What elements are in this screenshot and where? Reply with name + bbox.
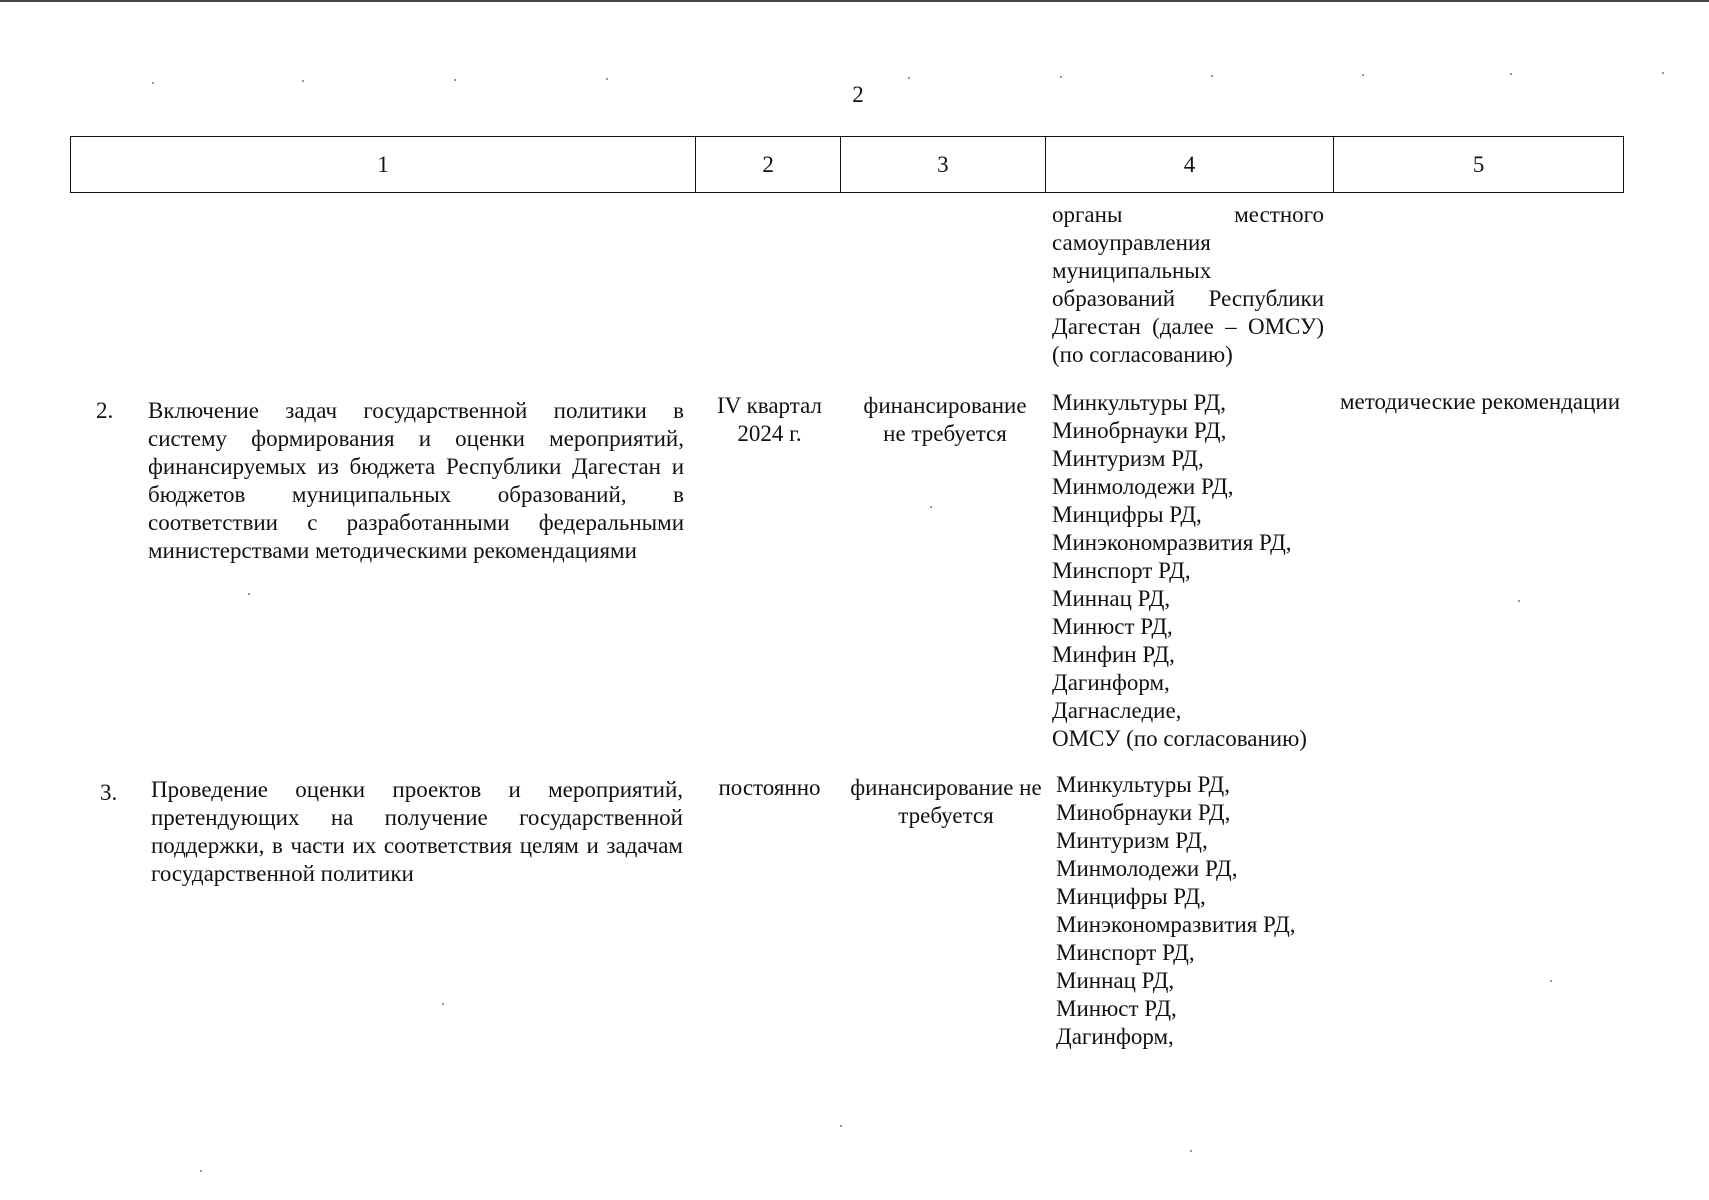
row-funding: финансирование не требуется [850,775,1042,828]
row-result: методические рекомендации [1340,389,1621,414]
header-col-2: 2 [696,137,841,192]
executor-item: Дагинформ, [1052,670,1170,695]
executor-item: Дагнаследие, [1052,698,1182,723]
row-executors-list [1052,389,1342,753]
executor-item: Минфин РД, [1052,642,1175,667]
header-col-3: 3 [841,137,1046,192]
row-executors-list [1056,771,1346,1051]
scan-speck [606,78,608,80]
executor-item: Минцифры РД, [1056,884,1206,909]
scan-speck [248,593,250,595]
row-task: Проведение оценки проектов и мероприятий, претендующих на получение государственной поддержки, в части их соответствия целям и задачам государственной политики [151,777,683,886]
table-header-row [70,136,1624,193]
executor-item: Миннац РД, [1056,968,1175,993]
executor-item: Минмолодежи РД, [1056,856,1238,881]
executor-item: Минэкономразвития РД, [1052,530,1292,555]
executor-item: Минэкономразвития РД, [1056,912,1296,937]
executor-item: Минтуризм РД, [1056,828,1208,853]
scan-speck [1211,75,1213,77]
continuation-executors: органы местного самоуправления муниципальных образований Республики Дагестан (далее – ОМСУ) (по согласованию) [1052,202,1324,367]
scan-speck [200,1170,202,1172]
scan-speck [1362,74,1364,76]
page-top-edge [0,0,1709,2]
header-col-5: 5 [1472,151,1485,177]
scan-speck [908,77,910,79]
header-col-1: 1 [71,137,696,192]
executor-item: Минспорт РД, [1056,940,1195,965]
executor-item: ОМСУ (по согласованию) [1052,726,1307,751]
row-term: постоянно [718,775,821,800]
scan-speck [930,506,932,508]
scan-speck [1518,600,1520,602]
executor-item: Минмолодежи РД, [1052,474,1234,499]
scan-speck [1662,72,1664,74]
executor-item: Минкультуры РД, [1052,390,1226,415]
row-term: IV квартал 2024 г. [717,393,822,446]
executor-item: Минюст РД, [1052,614,1173,639]
header-col-4: 4 [1046,137,1335,192]
executor-item: Минкультуры РД, [1056,772,1230,797]
scan-speck [152,82,154,84]
scan-speck [1510,73,1512,75]
row-funding: финансирование не требуется [863,393,1027,446]
executor-item: Минюст РД, [1056,996,1177,1021]
executor-item: Минцифры РД, [1052,502,1202,527]
row-task: Включение задач государственной политики в систему формирования и оценки мероприятий, финансируемых из бюджета Республики Дагестан и бюджетов муниципальных образований, в соответствии с разработанными федеральными министерствами методическими рекомендациями [148,398,684,563]
executor-item: Дагинформ, [1056,1024,1174,1049]
scan-speck [1190,1150,1192,1152]
scan-speck [1060,76,1062,78]
scan-speck [442,1003,444,1005]
executor-item: Минспорт РД, [1052,558,1191,583]
scan-speck [1550,980,1552,982]
row-number: 3. [100,780,118,805]
executor-item: Миннац РД, [1052,586,1171,611]
scan-speck [454,79,456,81]
executor-item: Минобрнауки РД, [1052,418,1227,443]
row-number: 2. [96,398,114,423]
executor-item: Минтуризм РД, [1052,446,1204,471]
executor-item: Минобрнауки РД, [1056,800,1231,825]
page-number: 2 [852,82,864,107]
scan-speck [840,1125,842,1127]
scan-speck [302,80,304,82]
